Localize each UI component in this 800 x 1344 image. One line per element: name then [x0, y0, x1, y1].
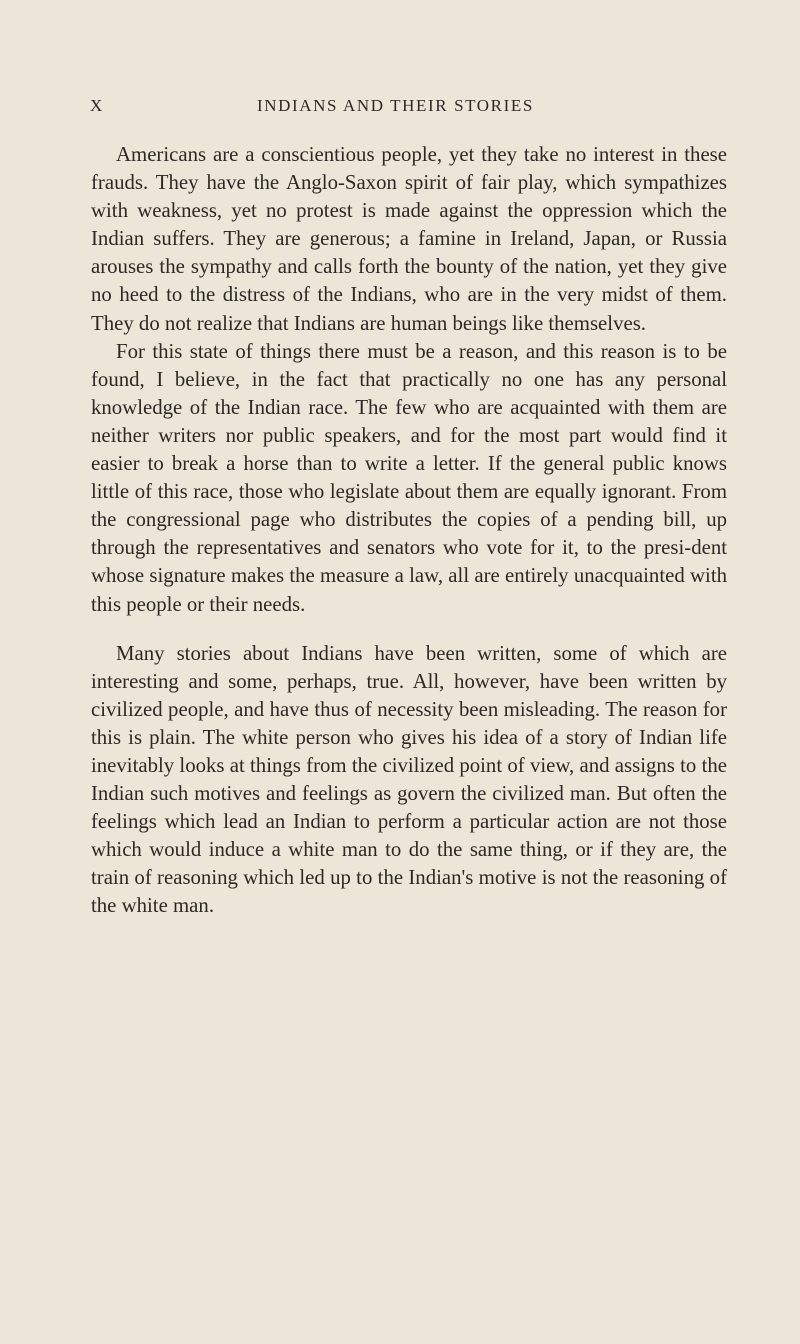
- running-head: [90, 96, 726, 122]
- paragraph-2: For this state of things there must be a reason, and this reason is to be found, I believe, in the fact that practically no one has any personal knowledge of the Indian race. The few who are acquainted with them are neither writers nor public speakers, and for the most part would find it easier to break a horse than to write a letter. If the general public knows little of this race, those who legislate about them are equally ignorant. From the congressional page who distributes the copies of a pending bill, up through the representatives and senators who vote for it, to the presi-dent whose signature makes the measure a law, all are entirely unacquainted with this people or their needs.: [91, 339, 727, 616]
- paragraph-3: Many stories about Indians have been written, some of which are interesting and some, perhaps, true. All, however, have been written by civilized people, and have thus of necessity been misleading. The reason for this is plain. The white person who gives his idea of a story of Indian life inevitably looks at things from the civilized point of view, and assigns to the Indian such motives and feelings as govern the civilized man. But often the feelings which lead an Indian to perform a particular action are not those which would induce a white man to do the same thing, or if they are, the train of reasoning which led up to the Indian's motive is not the reasoning of the white man.: [91, 641, 727, 918]
- page-number: X: [90, 96, 104, 115]
- paragraph-1: Americans are a conscientious people, yet they take no interest in these frauds. They have the Anglo-Saxon spirit of fair play, which sympathizes with weakness, yet no protest is made against the oppression which the Indian suffers. They are generous; a famine in Ireland, Japan, or Russia arouses the sympathy and calls forth the bounty of the nation, yet they give no heed to the distress of the Indians, who are in the very midst of them. They do not realize that Indians are human beings like themselves.: [91, 143, 727, 335]
- body-text: [91, 141, 727, 921]
- running-title: INDIANS AND THEIR STORIES: [257, 96, 534, 115]
